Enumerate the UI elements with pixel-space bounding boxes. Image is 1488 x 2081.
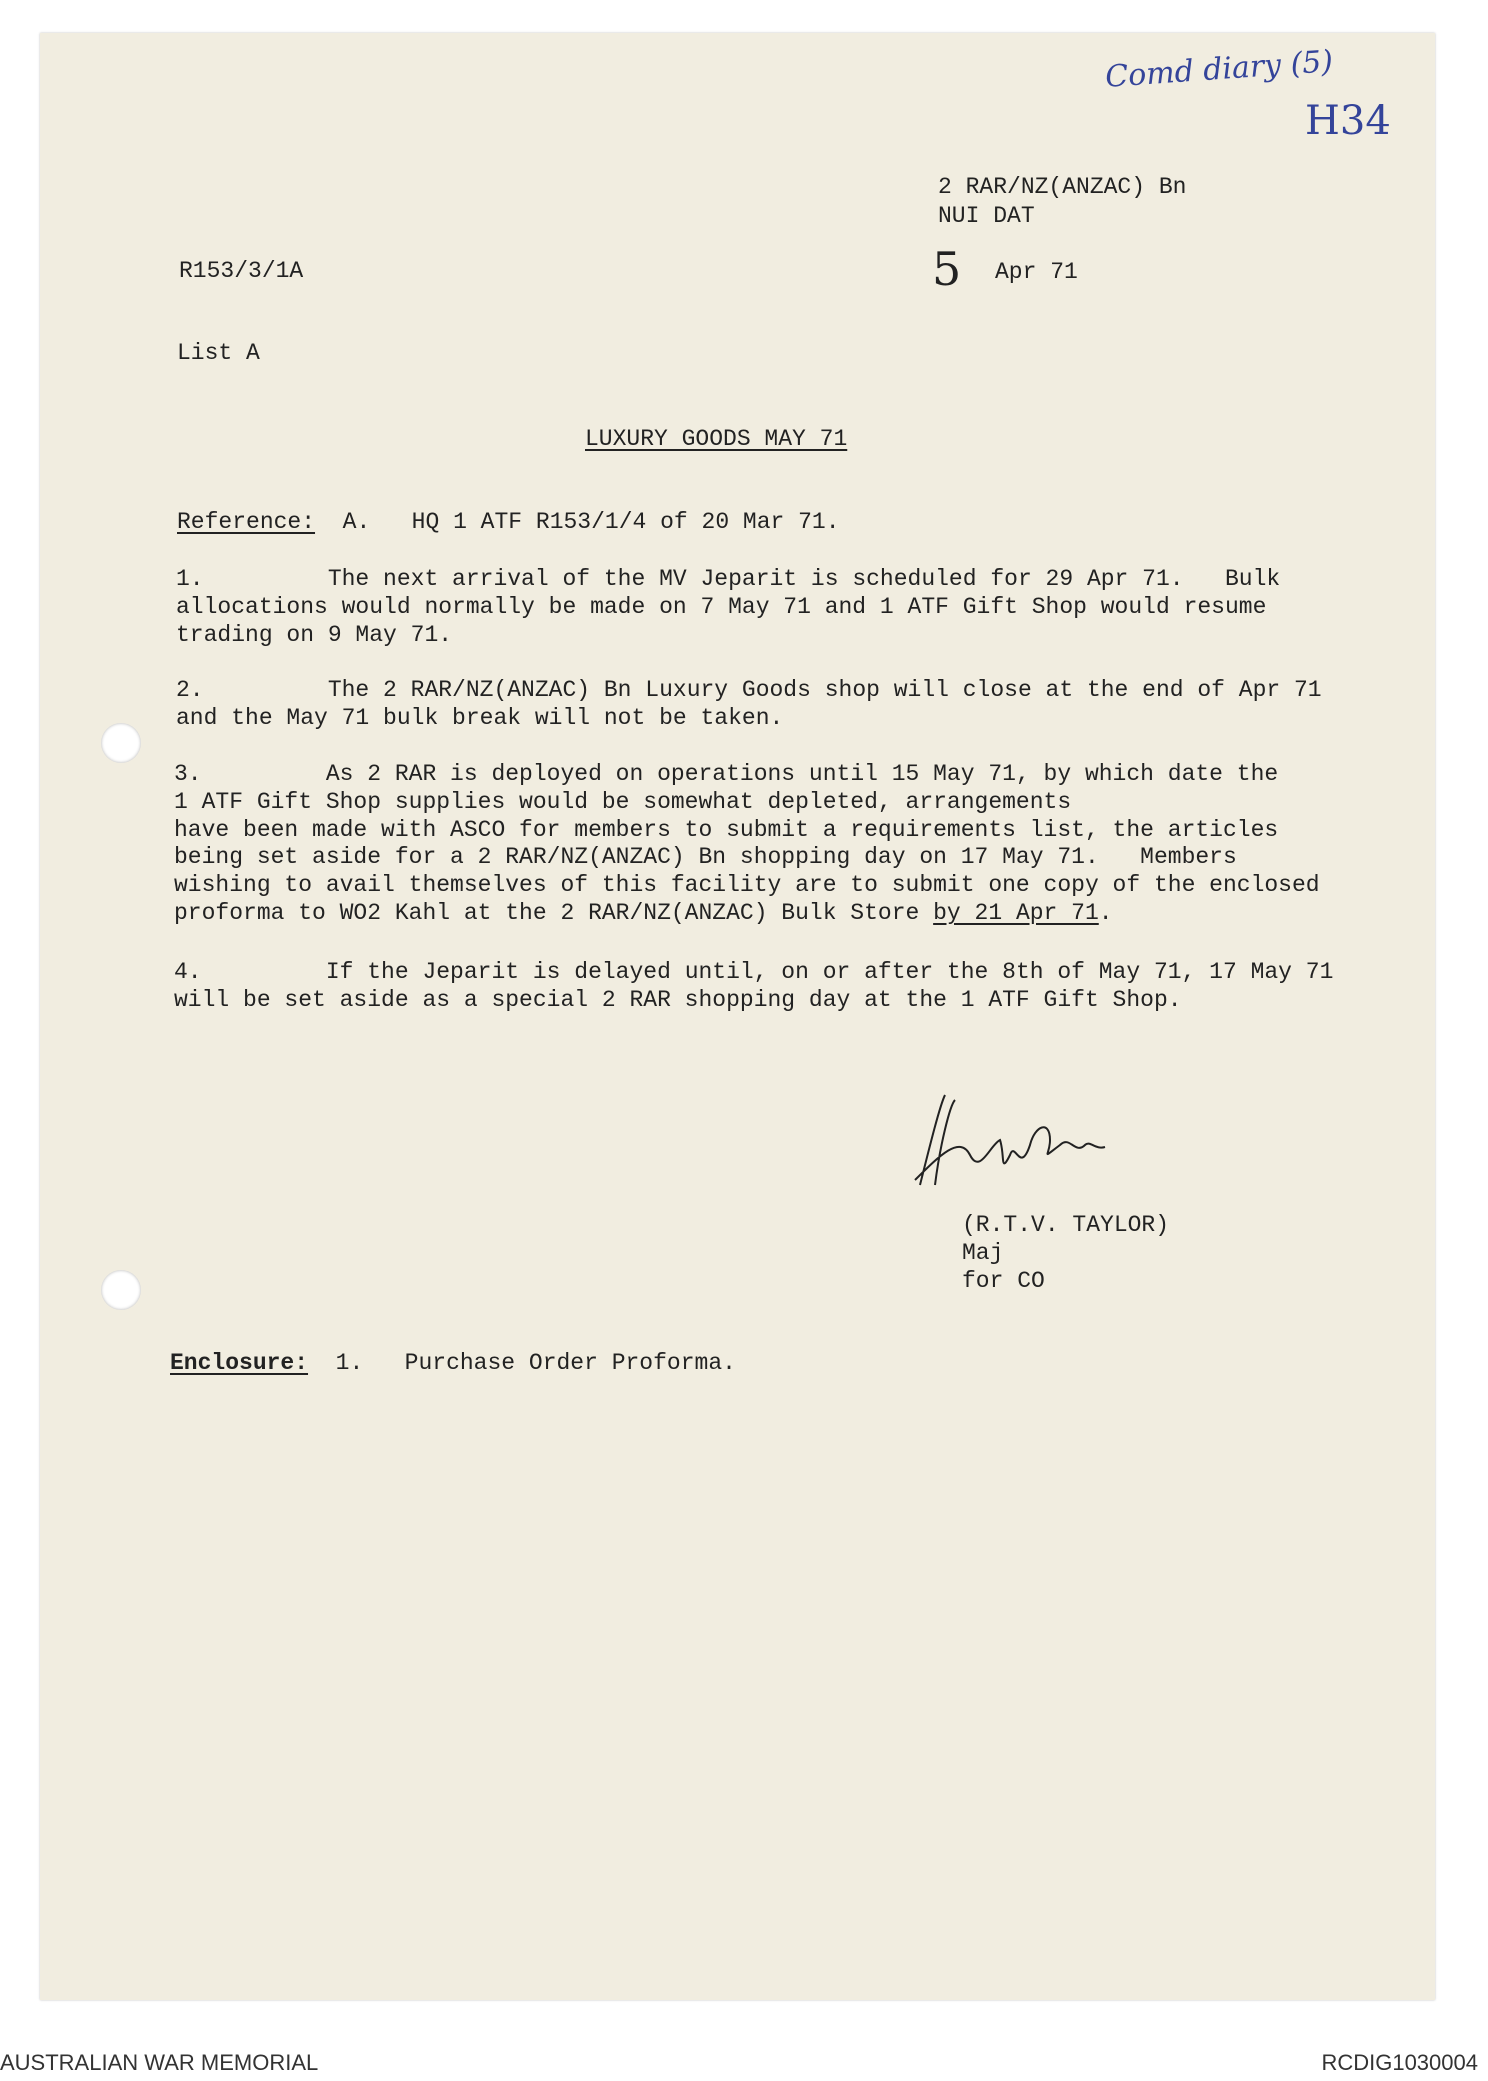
document-title: LUXURY GOODS MAY 71: [585, 426, 848, 452]
document-page: [40, 33, 1435, 2000]
signature: [900, 1085, 1150, 1195]
deadline: by 21 Apr 71: [933, 899, 1099, 926]
date: Apr 71: [995, 259, 1078, 285]
punch-hole: [101, 723, 141, 763]
signatory-rank: Maj: [962, 1240, 1004, 1266]
paragraph-3: 3. As 2 RAR is deployed on operations until 15 May 71, by which date the 1 ATF Gift Shop supplies would be somewhat depleted, arrangements have been made with ASCO for members to submit a requirements list, the articles being set aside for a 2 RAR/NZ(ANZAC) Bn shopping day on 17 May 71. Members wishing to avail themselves of this facility are to submit one copy of the enclosed proforma to WO2 Kahl at the 2 RAR/NZ(ANZAC) Bulk Store by 21 Apr 71.: [174, 761, 1320, 926]
paragraph-2: 2. The 2 RAR/NZ(ANZAC) Bn Luxury Goods shop will close at the end of Apr 71 and the May 71 bulk break will not be taken.: [176, 677, 1322, 731]
punch-hole: [101, 1270, 141, 1310]
reference-line: [177, 508, 840, 536]
footer-id: RCDIG1030004: [1321, 2050, 1478, 2075]
location: NUI DAT: [938, 203, 1035, 229]
handwritten-ref: H34: [1305, 98, 1391, 144]
signatory-capacity: for CO: [962, 1268, 1045, 1294]
handwritten-day: 5: [932, 242, 962, 296]
enclosure-label: Enclosure:: [170, 1350, 309, 1376]
reference-text: HQ 1 ATF R153/1/4 of 20 Mar 71.: [411, 509, 840, 535]
handwritten-annotation: Comd diary (5): [1104, 44, 1335, 95]
file-reference: R153/3/1A: [179, 258, 304, 284]
footer-institution: AUSTRALIAN WAR MEMORIAL: [0, 2050, 319, 2075]
signatory-name: (R.T.V. TAYLOR): [962, 1212, 1170, 1238]
enclosure-line: Enclosure: 1. Purchase Order Proforma.: [170, 1350, 736, 1376]
unit-name: 2 RAR/NZ(ANZAC) Bn: [938, 174, 1187, 200]
reference-label: Reference:: [177, 509, 316, 535]
paragraph-4: 4. If the Jeparit is delayed until, on or after the 8th of May 71, 17 May 71 will be set aside as a special 2 RAR shopping day at the 1 ATF Gift Shop.: [174, 959, 1334, 1013]
list-label: List A: [177, 340, 260, 366]
reference-item: A.: [342, 509, 371, 535]
enclosure-text: Purchase Order Proforma.: [404, 1350, 736, 1376]
paragraph-1: 1. The next arrival of the MV Jeparit is scheduled for 29 Apr 71. Bulk allocations would normally be made on 7 May 71 and 1 ATF Gift Shop would resume trading on 9 May 71.: [176, 566, 1281, 648]
